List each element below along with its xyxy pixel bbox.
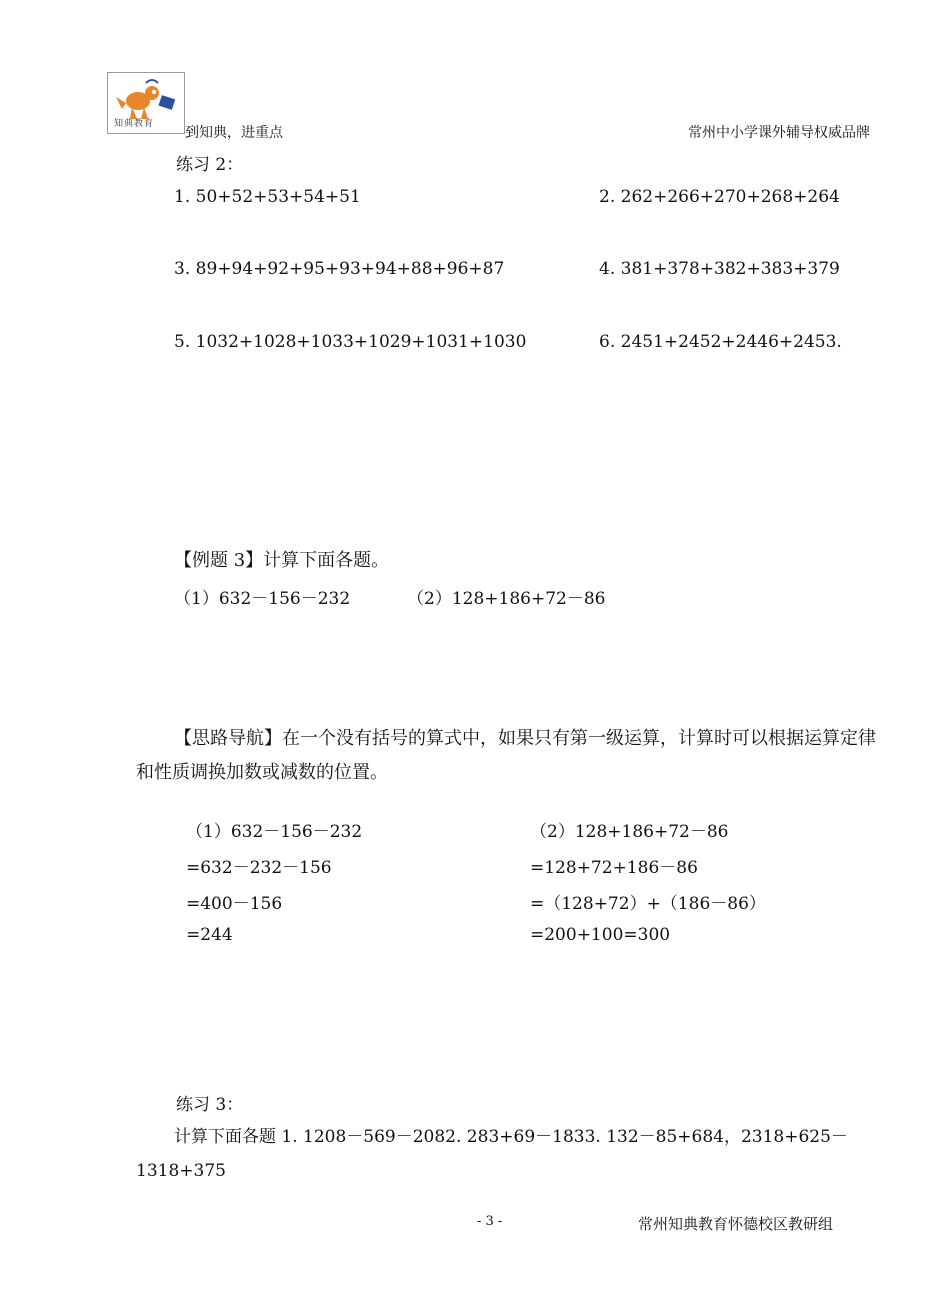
practice2-item-6: 6. 2451+2452+2446+2453. xyxy=(599,332,842,352)
solution-right-line-3: =（128+72）+（186－86） xyxy=(530,894,766,914)
guide-label: 【思路导航】 xyxy=(174,728,282,749)
example3-title: 【例题 3】计算下面各题。 xyxy=(174,550,390,571)
solution-right-line-1: （2）128+186+72－86 xyxy=(530,822,729,842)
practice3-text: 计算下面各题 1. 1208－569－2082. 283+69－1833. 132－85+684，2318+625－1318+375 xyxy=(136,1127,848,1181)
practice2-title: 练习 2： xyxy=(176,155,244,175)
guide-text: 在一个没有括号的算式中，如果只有第一级运算，计算时可以根据运算定律和性质调换加数或减数的位置。 xyxy=(136,728,876,783)
practice2-item-5: 5. 1032+1028+1033+1029+1031+1030 xyxy=(174,332,527,352)
solution-left-line-2: =632－232－156 xyxy=(186,858,332,878)
logo-text: 知典教育 xyxy=(114,119,155,129)
solution-left-line-1: （1）632－156－232 xyxy=(186,822,363,842)
example3-problem-1: （1）632－156－232 xyxy=(174,589,351,609)
practice2-item-1: 1. 50+52+53+54+51 xyxy=(174,187,361,207)
guide-paragraph xyxy=(136,722,876,790)
solution-right-line-4: =200+100=300 xyxy=(530,925,671,945)
example3-problem-2: （2）128+186+72－86 xyxy=(407,589,606,609)
footer-org: 常州知典教育怀德校区教研组 xyxy=(638,1215,834,1233)
practice2-item-2: 2. 262+266+270+268+264 xyxy=(599,187,840,207)
header-right-slogan: 常州中小学课外辅导权威品牌 xyxy=(688,125,870,141)
practice2-item-4: 4. 381+378+382+383+379 xyxy=(599,259,840,279)
practice3-title: 练习 3： xyxy=(176,1095,244,1115)
solution-right-line-2: =128+72+186－86 xyxy=(530,858,698,878)
footer-page-number: - 3 - xyxy=(477,1214,503,1229)
solution-left-line-4: =244 xyxy=(186,925,233,945)
solution-left-line-3: =400－156 xyxy=(186,894,283,914)
header-left-slogan: 到知典，进重点 xyxy=(185,125,283,141)
practice2-item-3: 3. 89+94+92+95+93+94+88+96+87 xyxy=(174,259,505,279)
logo xyxy=(107,72,185,134)
